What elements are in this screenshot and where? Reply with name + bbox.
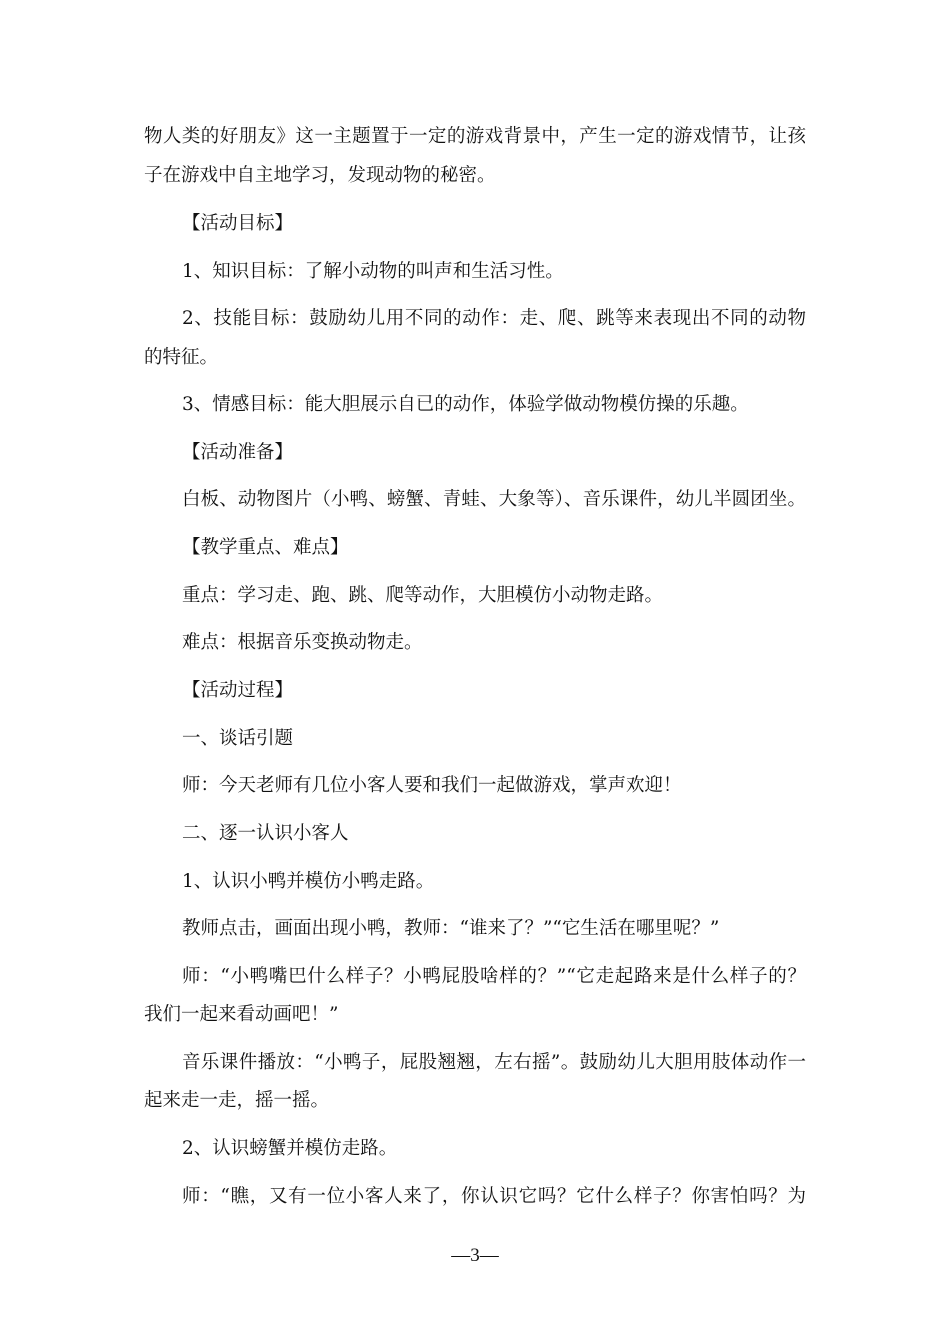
paragraph-line: 我们一起来看动画吧！” <box>144 1004 339 1025</box>
subheading: 一、谈话引题 <box>182 728 294 749</box>
paragraph-line: 的特征。 <box>144 347 219 368</box>
section-heading-process: 【活动过程】 <box>182 680 294 701</box>
paragraph-line: 教师点击，画面出现小鸭，教师：“谁来了？”“它生活在哪里呢？” <box>182 918 720 939</box>
list-item: 3、情感目标：能大胆展示自已的动作，体验学做动物模仿操的乐趣。 <box>182 394 749 415</box>
list-item: 2、认识螃蟹并模仿走路。 <box>182 1138 398 1159</box>
subheading: 二、逐一认识小客人 <box>182 823 349 844</box>
paragraph-line: 音乐课件播放：“小鸭子，屁股翘翘，左右摇”。鼓励幼儿大胆用肢体动作一 <box>182 1052 806 1073</box>
paragraph-line: 难点：根据音乐变换动物走。 <box>182 632 423 653</box>
paragraph-line: 师：“瞧，又有一位小客人来了，你认识它吗？它什么样子？你害怕吗？为 <box>182 1186 806 1207</box>
paragraph-line: 白板、动物图片（小鸭、螃蟹、青蛙、大象等）、音乐课件，幼儿半圆团坐。 <box>182 489 806 510</box>
paragraph-line: 重点：学习走、跑、跳、爬等动作，大胆模仿小动物走路。 <box>182 585 664 606</box>
paragraph-line: 起来走一走，摇一摇。 <box>144 1090 330 1111</box>
paragraph-line: 物人类的好朋友》这一主题置于一定的游戏背景中，产生一定的游戏情节，让孩 <box>144 126 806 147</box>
page-number: —3— <box>451 1245 499 1266</box>
paragraph-line: 师：“小鸭嘴巴什么样子？小鸭屁股啥样的？”“它走起路来是什么样子的？ <box>182 966 806 987</box>
list-item: 2、技能目标：鼓励幼儿用不同的动作：走、爬、跳等来表现出不同的动物 <box>182 308 806 329</box>
paragraph-line: 师：今天老师有几位小客人要和我们一起做游戏，掌声欢迎！ <box>182 775 682 796</box>
section-heading-key-points: 【教学重点、难点】 <box>182 537 349 558</box>
list-item: 1、知识目标：了解小动物的叫声和生活习性。 <box>182 261 564 282</box>
section-heading-preparation: 【活动准备】 <box>182 442 294 463</box>
list-item: 1、认识小鸭并模仿小鸭走路。 <box>182 871 435 892</box>
paragraph-line: 子在游戏中自主地学习，发现动物的秘密。 <box>144 165 496 186</box>
section-heading-objectives: 【活动目标】 <box>182 213 294 234</box>
